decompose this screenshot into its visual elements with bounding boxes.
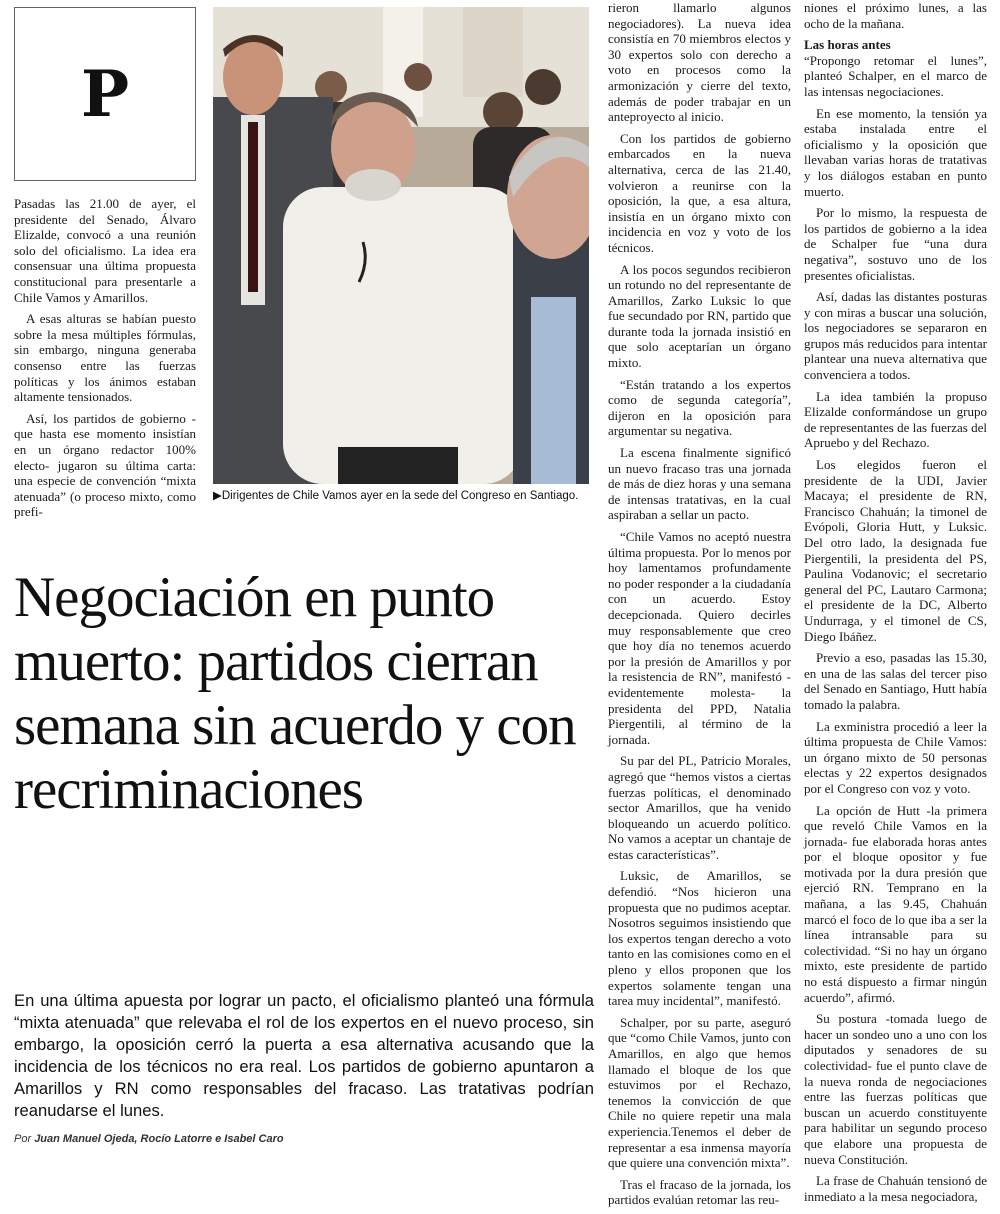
paragraph: niones el próximo lunes, a las ocho de la mañana. <box>804 0 987 31</box>
drop-letter: P <box>80 56 130 132</box>
lede: En una última apuesta por lograr un pacto, el oficialismo planteó una fórmula “mixta atenuada” que relevaba el rol de los expertos en el nuevo proceso, sin embargo, la oposición cerró la puerta a esa alternativa acusando que la incidencia de los técnicos no era real. Los partidos de gobierno apuntaron a Amarillos y RN como responsables del fracaso. Las tratativas podrían reanudarse el lunes. <box>14 991 594 1120</box>
paragraph: La escena finalmente significó un nuevo fracaso tras una jornada de más de diez horas y una semana de intensas tratativas, en la cual aspiraban a sellar un pacto. <box>608 445 791 523</box>
paragraph: La exministra procedió a leer la última propuesta de Chile Vamos: un órgano mixto de 50 personas electas y 22 expertos designados por el Congreso con voz y voto. <box>804 718 987 796</box>
paragraph: Pasadas las 21.00 de ayer, el presidente del Senado, Álvaro Elizalde, convocó a una reunión solo del oficialismo. La idea era consensuar una última propuesta constitucional para presentarle a Chile Vamos y Amarillos. <box>14 196 196 305</box>
paragraph: En ese momento, la tensión ya estaba instalada entre el oficialismo y la oposición que llevaban varias horas de tratativas y los diálogos estaban en punto muerto. <box>804 105 987 199</box>
paragraph: Tras el fracaso de la jornada, los partidos evalúan retomar las reu- <box>608 1176 791 1208</box>
news-photo <box>213 7 589 484</box>
paragraph: La idea también la propuso Elizalde conformándose un grupo de representantes de las fuerzas del Apruebo y del Rechazo. <box>804 388 987 451</box>
headline: Negociación en punto muerto: partidos cierran semana sin acuerdo y con recriminaciones <box>14 566 576 821</box>
article-column-3 <box>608 0 791 1214</box>
paragraph: rieron llamarlo algunos negociadores). La nueva idea consistía en 70 miembros electos y 30 expertos solo con derecho a voto en procesos como la armonización y cierre del texto, además de poder trabajar en un anteproyecto al inicio. <box>608 0 791 125</box>
paragraph: Con los partidos de gobierno embarcados en la nueva alternativa, cerca de las 21.40, volvieron a reunirse con la oposición, la que, a esa altura, insistía en un órgano mixto con incidencia en voz y voto de los técnicos. <box>608 130 791 255</box>
paragraph: Así, dadas las distantes posturas y con miras a buscar una solución, los negociadores se separaron en grupos más reducidos para intentar plantear una nueva alternativa que convenciera a todos. <box>804 289 987 383</box>
paragraph: Luksic, de Amarillos, se defendió. “Nos hicieron una propuesta que no pudimos aceptar. Nosotros seguimos insistiendo que los expertos tengan derecho a voto tanto en las comisiones como en el pleno y ellos proponen que los expertos solamente tengan una tarea muy incidental”, manifestó. <box>608 868 791 1009</box>
subheading: Las horas antes <box>804 37 891 53</box>
byline <box>14 1133 594 1145</box>
paragraph: Su par del PL, Patricio Morales, agregó que “hemos vistos a ciertas fuerzas políticas, el denominado sector Amarillos, que ha venido bloqueando un acuerdo político. No vamos a aceptar un chantaje de estas características”. <box>608 753 791 862</box>
photo-caption: ▶Dirigentes de Chile Vamos ayer en la sede del Congreso en Santiago. <box>213 490 579 502</box>
paragraph: “Propongo retomar el lunes”, planteó Schalper, en el marco de las intensas negociaciones. <box>804 52 987 99</box>
article-column-4 <box>804 0 987 1210</box>
paragraph: Los elegidos fueron el presidente de la UDI, Javier Macaya; el presidente de RN, Francisco Chahuán; la timonel de Evópoli, Gloria Hutt, y Luksic. Del otro lado, la designada fue Piergentili, la presidenta del PS, Paulina Vodanovic; el secretario general del PC, Lautaro Carmona; el presidente de la DC, Alberto Undurraga, y el timonel de CS, Diego Ibáñez. <box>804 457 987 644</box>
paragraph: Así, los partidos de gobierno -que hasta ese momento insistían en un órgano redactor 100% electo- jugaron su última carta: una especie de convención “mixta atenuada” (o proceso mixto, como prefi- <box>14 410 196 520</box>
paragraph: A esas alturas se habían puesto sobre la mesa múltiples fórmulas, sin embargo, ninguna generaba consenso entre las fuerzas políticas y los ánimos estaban altamente tensionados. <box>14 311 196 405</box>
paragraph: Previo a eso, pasadas las 15.30, en una de las salas del tercer piso del Senado en Santiago, Hutt había tomado la palabra. <box>804 650 987 712</box>
paragraph: Por lo mismo, la respuesta de los partidos de gobierno a la idea de Schalper fue “una dura negativa”, sostuvo uno de los presentes oficialistas. <box>804 205 987 283</box>
paragraph: Schalper, por su parte, aseguró que “como Chile Vamos, junto con Amarillos, en algo que hemos llamado el bloque de los que estuvimos por el Rechazo, tenemos la convicción de que Chile no quiere repetir una mala experiencia.Tenemos el deber de representar a esa inmensa mayoría que quiere una convención mixta”. <box>608 1014 791 1171</box>
paragraph: Su postura -tomada luego de hacer un sondeo uno a uno con los diputados y senadores de su colectividad- fue el punto clave de la nueva ronda de negociaciones entre las fuerzas políticas que buscan un acuerdo constituyente para habilitar un segundo proceso que elabore una propuesta de nueva Constitución. <box>804 1011 987 1167</box>
paragraph: A los pocos segundos recibieron un rotundo no del representante de Amarillos, Zarko Luksic lo que fue secundado por RN, partido que durante toda la jornada insistió en que solo aceptarían un órgano mixto. <box>608 261 791 371</box>
paragraph: “Chile Vamos no aceptó nuestra última propuesta. Por lo menos por hoy lamentamos profundamente no poder responder a la ciudadanía con un acuerdo. Estoy decepcionada. Quiero decirles muy responsablemente que creo que hoy día no tenemos acuerdo por la presión de Amarillos y por la resistencia de RN”, manifestó -evidentemente molesta- la presidenta del PPD, Natalia Piergentili, al término de la jornada. <box>608 529 791 747</box>
paragraph: “Están tratando a los expertos como de segunda categoría”, dijeron en la oposición para argumentar su negativa. <box>608 376 791 439</box>
paragraph: La frase de Chahuán tensionó de inmediato a la mesa negociadora, <box>804 1173 987 1204</box>
drop-letter-box <box>14 7 196 181</box>
paragraph: La opción de Hutt -la primera que reveló Chile Vamos en la jornada- fue elaborada horas antes por el bloque opositor y fue motivada por la dura presión que ejerció RN. Temprano en la mañana, a las 9.45, Chahuán marcó el foco de lo que iba a ser la línea intransable para su colectividad. “Si no hay un órgano mixto, este presidente de partido no está dispuesto a firmar ningún acuerdo”, afirmó. <box>804 802 987 1005</box>
byline-prefix: Por <box>14 1133 32 1145</box>
byline-authors: Juan Manuel Ojeda, Rocío Latorre e Isabel Caro <box>34 1133 284 1145</box>
article-column-1 <box>14 196 196 526</box>
